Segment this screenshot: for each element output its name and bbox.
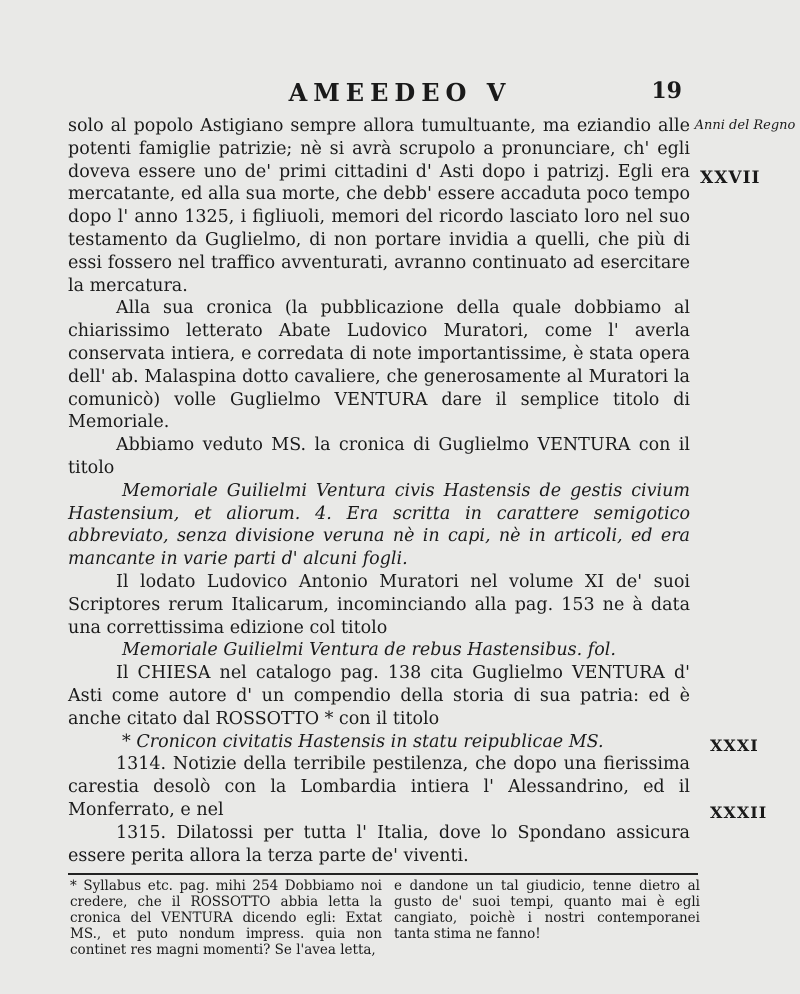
main-text (68, 115, 690, 867)
footnote-left-text: * Syllabus etc. pag. mihi 254 Dobbiamo noi credere, che il ROSSOTTO abbia letta la cronica del VENTURA dicendo egli: Extat MS., et puto nondum impress. quia non continet res magni momenti? Se l'avea letta, (70, 878, 382, 958)
footnote-right (394, 878, 700, 942)
paragraph-5: Il lodato Ludovico Antonio Muratori nel volume XI de' suoi Scriptores rerum Italicarum, incominciando alla pag. 153 ne à data una correttissima edizione col titolo (68, 571, 690, 638)
paragraph-9: 1314. Notizie della terribile pestilenza, che dopo una fierissima carestia desolò con la Lombardia intiera l' Alessandrino, ed il Monferrato, e nel (68, 754, 690, 820)
paragraph-7: Il CHIESA nel catalogo pag. 138 cita Guglielmo VENTURA d' Asti come autore d' un compendio della storia di sua patria: ed è anche citato dal ROSSOTTO * con il titolo (68, 663, 690, 729)
running-header (0, 78, 800, 114)
header-title: AMEEDEO V (288, 78, 512, 107)
margin-anni-label: Anni del Regno (694, 118, 796, 133)
paragraph-2: Alla sua cronica (la pubblicazione della quale dobbiamo al chiarissimo letterato Abate Ludovico Muratori, come l' averla conservata intiera, e corredata di note importantissime, è stata opera dell' ab. Malaspina dotto cavaliere, che generosamente al Muratori la comunicò) volle Guglielmo VENTURA dare il semplice titolo di Memoriale. (68, 298, 690, 433)
margin-year-1314: XXXI (710, 736, 759, 755)
paragraph-4: Memoriale Guilielmi Ventura civis Hastensis de gestis civium Hastensium, et aliorum. 4. Era scritta in carattere semigotico abbreviato, senza divisione veruna nè in capi, nè in articoli, ed era mancante in varie parti d' alcuni fogli. (68, 480, 690, 570)
footnote-rule (68, 873, 698, 875)
paragraph-8: * Cronicon civitatis Hastensis in statu reipublicae MS. (122, 731, 604, 752)
paragraph-6: Memoriale Guilielmi Ventura de rebus Hastensibus. fol. (122, 640, 616, 661)
paragraph-3: Abbiamo veduto MS. la cronica di Guglielmo VENTURA con il titolo (68, 435, 690, 478)
paragraph-1: solo al popolo Astigiano sempre allora tumultuante, ma eziandio alle potenti famiglie patrizie; nè si avrà scrupolo a pronunciare, ch' egli doveva essere uno de' primi cittadini d' Asti dopo i patrizj. Egli era mercatante, ed alla sua morte, che debb' essere accaduta poco tempo dopo l' anno 1325, i figliuoli, memori del ricordo lasciato loro nel suo testamento da Guglielmo, di non portare invidia a quelli, che più di essi fossero nel traffico avventurati, avranno continuato ad esercitare la mercatura. (68, 116, 690, 296)
margin-year-1315: XXXII (710, 803, 768, 822)
footnote-left (70, 878, 382, 958)
page-number: 19 (651, 78, 682, 104)
paragraph-10: 1315. Dilatossi per tutta l' Italia, dove lo Spondano assicura essere perita allora la terza parte de' viventi. (68, 822, 690, 866)
margin-reign-year: XXVII (700, 168, 761, 188)
footnote-right-text: e dandone un tal giudicio, tenne dietro al gusto de' suoi tempi, quanto mai è egli cangiato, poichè i nostri contemporanei tanta stima ne fanno! (394, 878, 700, 942)
